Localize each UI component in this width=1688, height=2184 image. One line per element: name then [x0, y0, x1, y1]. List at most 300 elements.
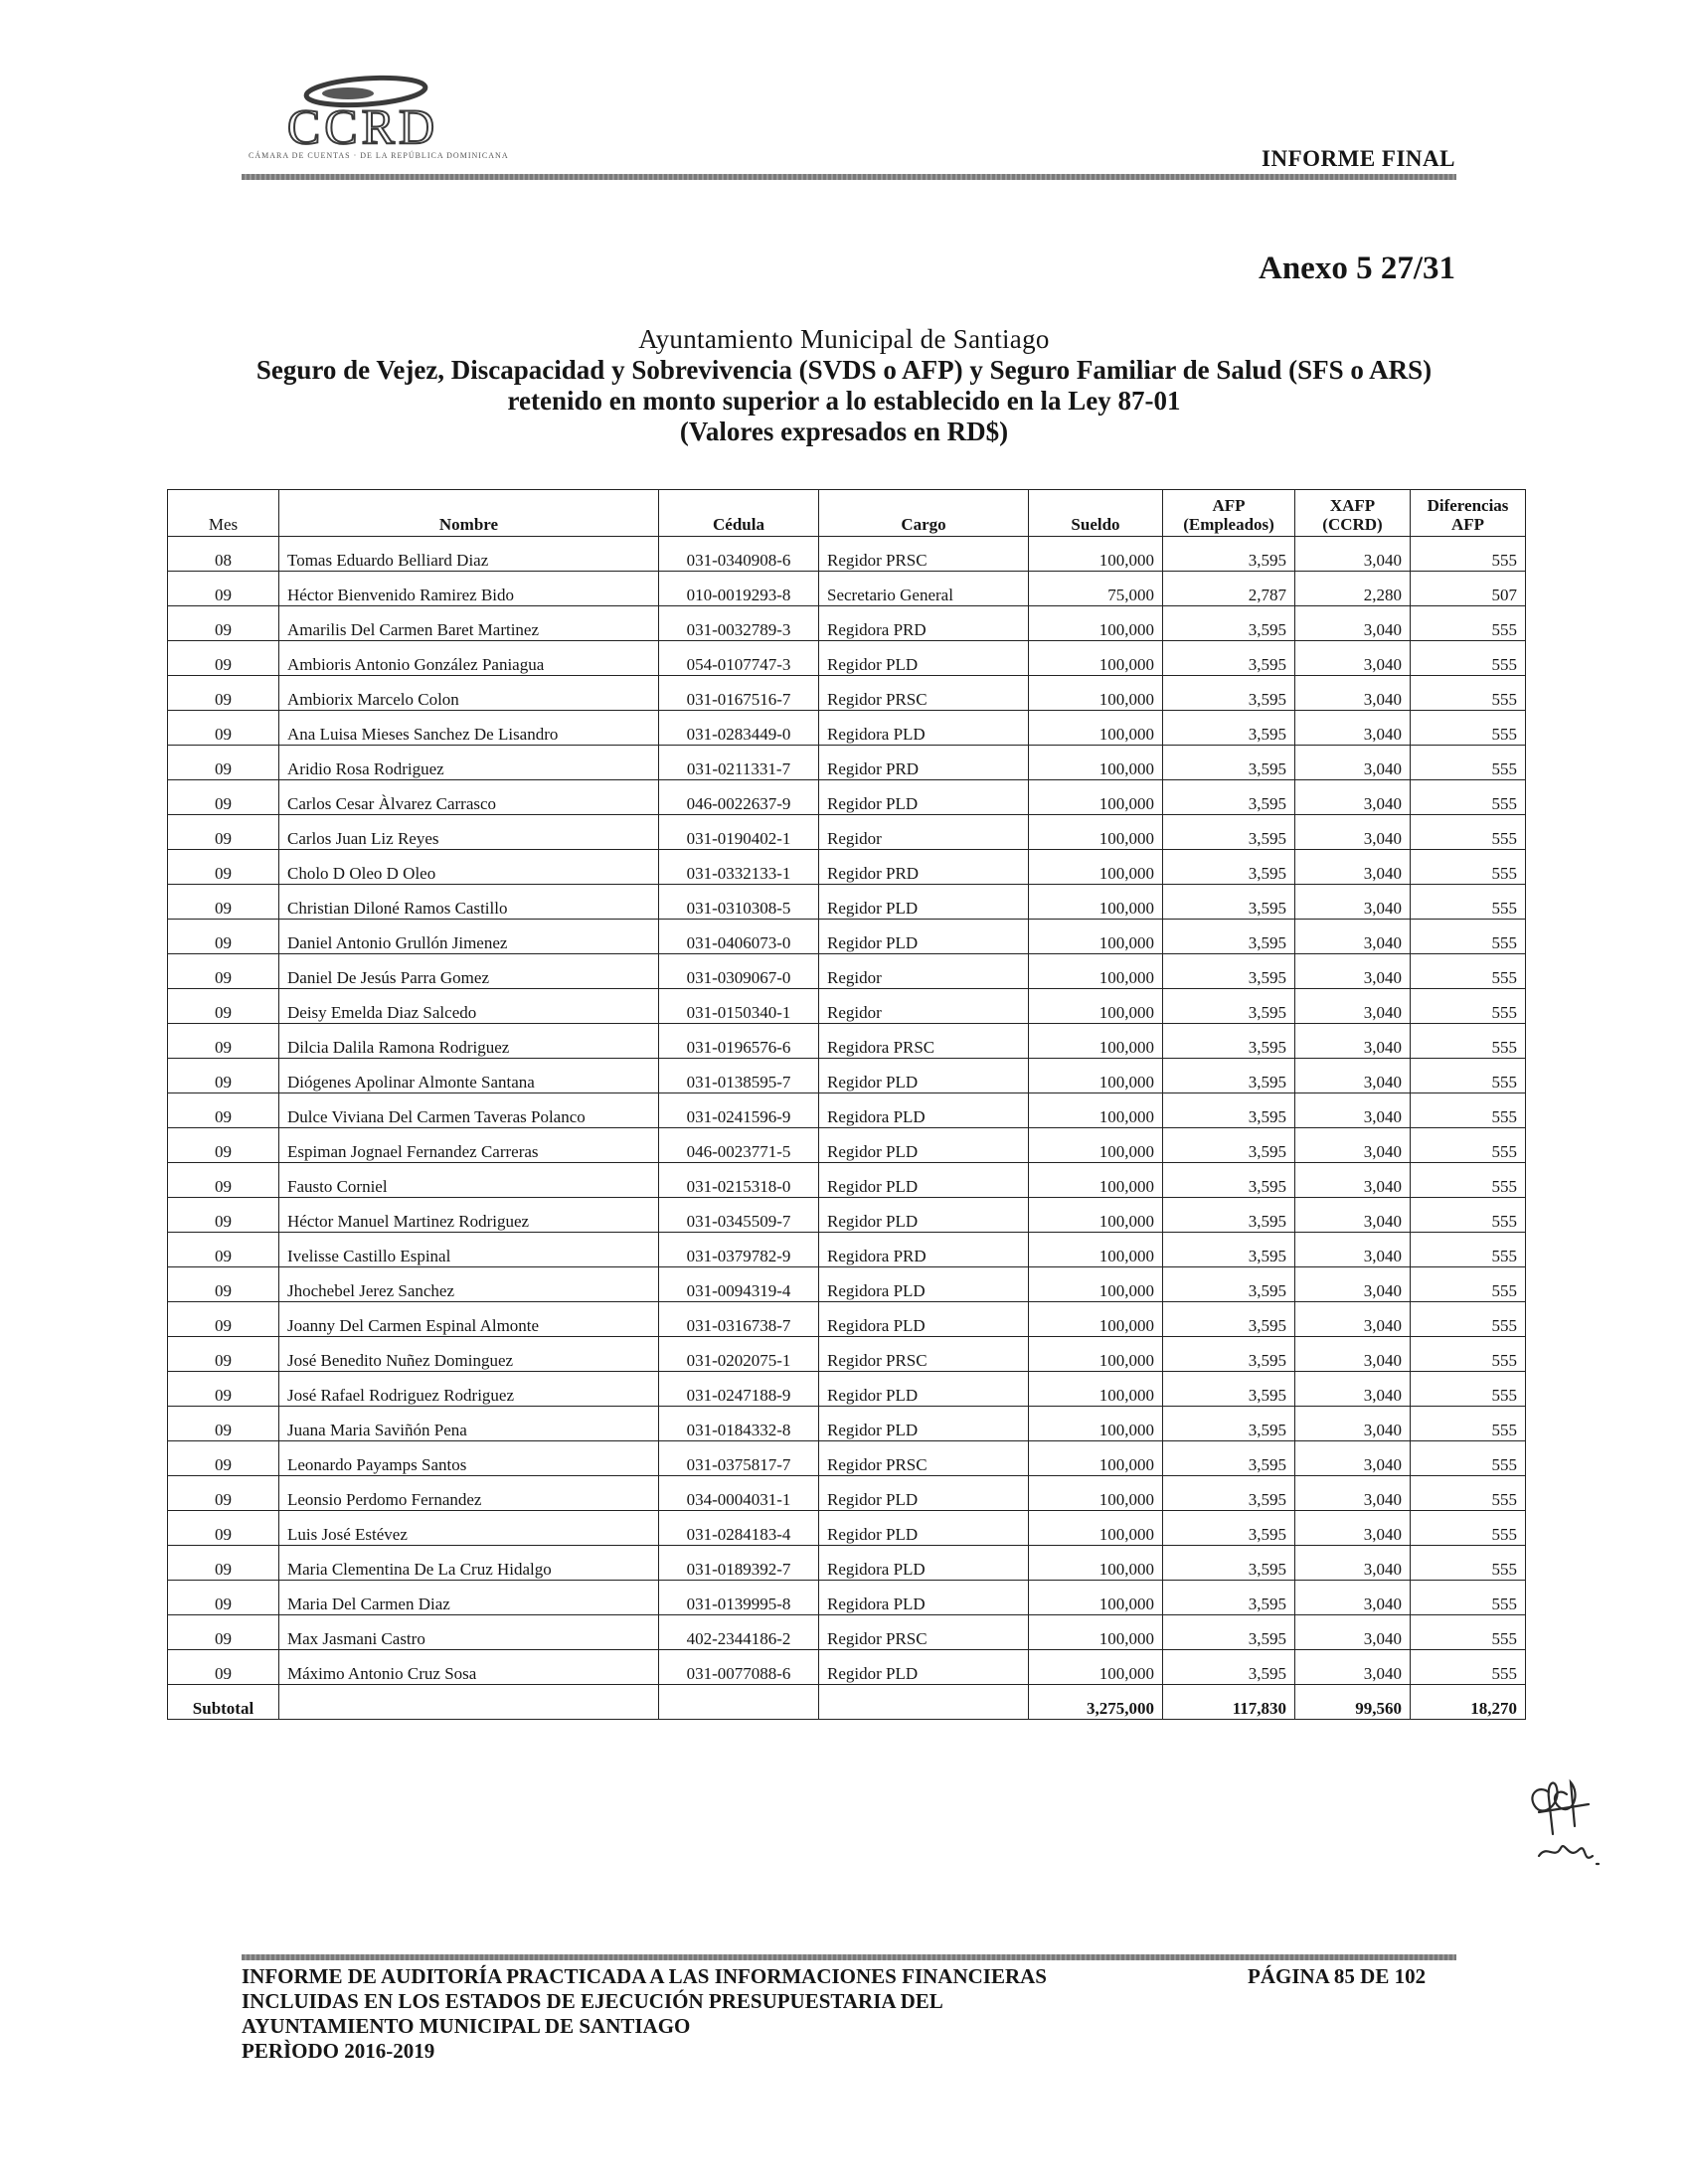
table-row: [168, 1128, 1526, 1163]
cell-diferencias: 555: [1411, 641, 1526, 676]
cell-xafp: 3,040: [1295, 920, 1411, 954]
cell-cedula: 034-0004031-1: [659, 1476, 819, 1511]
cell-cargo: Regidor PLD: [819, 1163, 1029, 1198]
cell-cargo: Regidor PLD: [819, 780, 1029, 815]
cell-cedula: 031-0310308-5: [659, 885, 819, 920]
cell-nombre: Luis José Estévez: [279, 1511, 659, 1546]
col-header-mes: Mes: [168, 490, 279, 537]
cell-xafp: 3,040: [1295, 606, 1411, 641]
table-header-row: [168, 490, 1526, 537]
cell-nombre: Diógenes Apolinar Almonte Santana: [279, 1059, 659, 1093]
cell-xafp: 3,040: [1295, 1407, 1411, 1441]
cell-xafp: 3,040: [1295, 676, 1411, 711]
ccrd-logo-mark: [249, 70, 477, 149]
cell-xafp: 3,040: [1295, 1233, 1411, 1267]
cell-cargo: Regidor PRSC: [819, 1337, 1029, 1372]
cell-nombre: José Benedito Nuñez Dominguez: [279, 1337, 659, 1372]
cell-afp: 3,595: [1163, 1650, 1295, 1685]
cell-diferencias: 555: [1411, 1093, 1526, 1128]
cell-diferencias: 555: [1411, 606, 1526, 641]
subtotal-xafp: 99,560: [1295, 1685, 1411, 1720]
cell-nombre: Max Jasmani Castro: [279, 1615, 659, 1650]
cell-mes: 09: [168, 954, 279, 989]
cell-mes: 09: [168, 850, 279, 885]
subtotal-afp: 117,830: [1163, 1685, 1295, 1720]
cell-sueldo: 100,000: [1029, 1302, 1163, 1337]
cell-xafp: 3,040: [1295, 1128, 1411, 1163]
cell-nombre: Ambiorix Marcelo Colon: [279, 676, 659, 711]
cell-diferencias: 555: [1411, 1163, 1526, 1198]
cell-afp: 3,595: [1163, 954, 1295, 989]
cell-diferencias: 555: [1411, 885, 1526, 920]
cell-afp: 3,595: [1163, 920, 1295, 954]
cell-mes: 09: [168, 1546, 279, 1581]
table-row: [168, 1511, 1526, 1546]
table-row: [168, 850, 1526, 885]
cell-xafp: 3,040: [1295, 1476, 1411, 1511]
cell-diferencias: 555: [1411, 1302, 1526, 1337]
table-row: [168, 676, 1526, 711]
cell-cedula: 031-0406073-0: [659, 920, 819, 954]
cell-nombre: Christian Diloné Ramos Castillo: [279, 885, 659, 920]
table-row: [168, 885, 1526, 920]
cell-afp: 3,595: [1163, 641, 1295, 676]
cell-cedula: 031-0196576-6: [659, 1024, 819, 1059]
cell-mes: 09: [168, 1407, 279, 1441]
cell-sueldo: 100,000: [1029, 1233, 1163, 1267]
cell-sueldo: 100,000: [1029, 815, 1163, 850]
cell-afp: 3,595: [1163, 1546, 1295, 1581]
cell-mes: 09: [168, 1441, 279, 1476]
title-line-3: retenido en monto superior a lo establecido en la Ley 87-01: [507, 386, 1181, 416]
cell-afp: 3,595: [1163, 746, 1295, 780]
cell-mes: 09: [168, 1198, 279, 1233]
cell-cedula: 031-0094319-4: [659, 1267, 819, 1302]
cell-cedula: 031-0202075-1: [659, 1337, 819, 1372]
handwritten-initials: [1509, 1764, 1628, 1884]
cell-cargo: Regidor PRSC: [819, 1615, 1029, 1650]
table-row: [168, 1407, 1526, 1441]
cell-sueldo: 100,000: [1029, 920, 1163, 954]
cell-diferencias: 555: [1411, 746, 1526, 780]
cell-sueldo: 100,000: [1029, 954, 1163, 989]
cell-sueldo: 100,000: [1029, 711, 1163, 746]
col-header-cedula: Cédula: [659, 490, 819, 537]
cell-sueldo: 100,000: [1029, 780, 1163, 815]
cell-mes: 09: [168, 1581, 279, 1615]
cell-cedula: 031-0375817-7: [659, 1441, 819, 1476]
col-header-cargo: Cargo: [819, 490, 1029, 537]
cell-diferencias: 555: [1411, 1198, 1526, 1233]
cell-xafp: 3,040: [1295, 1441, 1411, 1476]
contributions-table: [167, 489, 1526, 1720]
table-row: [168, 1059, 1526, 1093]
footer-line-2: INCLUIDAS EN LOS ESTADOS DE EJECUCIÓN PRESUPUESTARIA DEL: [242, 1989, 943, 2013]
col-header-diferencias: [1411, 490, 1526, 537]
cell-cedula: 031-0138595-7: [659, 1059, 819, 1093]
cell-mes: 09: [168, 1267, 279, 1302]
cell-nombre: Héctor Bienvenido Ramirez Bido: [279, 572, 659, 606]
cell-diferencias: 555: [1411, 1024, 1526, 1059]
cell-cedula: 031-0190402-1: [659, 815, 819, 850]
cell-xafp: 3,040: [1295, 954, 1411, 989]
cell-xafp: 3,040: [1295, 815, 1411, 850]
cell-cargo: Regidor PRD: [819, 850, 1029, 885]
cell-diferencias: 555: [1411, 1233, 1526, 1267]
cell-afp: 3,595: [1163, 711, 1295, 746]
cell-afp: 3,595: [1163, 1581, 1295, 1615]
cell-cedula: 031-0167516-7: [659, 676, 819, 711]
table-row: [168, 1615, 1526, 1650]
cell-nombre: Fausto Corniel: [279, 1163, 659, 1198]
title-line-2: Seguro de Vejez, Discapacidad y Sobrevivencia (SVDS o AFP) y Seguro Familiar de Salud (SFS o ARS): [255, 355, 1433, 385]
cell-afp: 2,787: [1163, 572, 1295, 606]
table-row: [168, 989, 1526, 1024]
cell-xafp: 3,040: [1295, 1337, 1411, 1372]
logo-subtitle: CÁMARA DE CUENTAS · DE LA REPÚBLICA DOMINICANA: [249, 151, 509, 160]
cell-cargo: Secretario General: [819, 572, 1029, 606]
cell-xafp: 3,040: [1295, 641, 1411, 676]
cell-xafp: 3,040: [1295, 1163, 1411, 1198]
cell-afp: 3,595: [1163, 1198, 1295, 1233]
cell-cedula: 031-0340908-6: [659, 537, 819, 572]
table-row: [168, 711, 1526, 746]
cell-sueldo: 100,000: [1029, 641, 1163, 676]
cell-sueldo: 100,000: [1029, 1337, 1163, 1372]
cell-diferencias: 555: [1411, 1267, 1526, 1302]
cell-nombre: Espiman Jognael Fernandez Carreras: [279, 1128, 659, 1163]
cell-cedula: 046-0023771-5: [659, 1128, 819, 1163]
cell-cargo: Regidor PRSC: [819, 537, 1029, 572]
cell-cedula: 031-0184332-8: [659, 1407, 819, 1441]
table-row: [168, 1372, 1526, 1407]
col-header-afp: [1163, 490, 1295, 537]
cell-mes: 09: [168, 815, 279, 850]
cell-mes: 09: [168, 711, 279, 746]
cell-nombre: Deisy Emelda Diaz Salcedo: [279, 989, 659, 1024]
table-row: [168, 1198, 1526, 1233]
cell-sueldo: 100,000: [1029, 1476, 1163, 1511]
table-row: [168, 1650, 1526, 1685]
cell-mes: 09: [168, 780, 279, 815]
cell-cedula: 031-0077088-6: [659, 1650, 819, 1685]
cell-cargo: Regidor PLD: [819, 1511, 1029, 1546]
cell-mes: 09: [168, 1024, 279, 1059]
cell-afp: 3,595: [1163, 815, 1295, 850]
cell-nombre: Carlos Juan Liz Reyes: [279, 815, 659, 850]
table-row: [168, 780, 1526, 815]
footer-line-1: INFORME DE AUDITORÍA PRACTICADA A LAS INFORMACIONES FINANCIERAS: [242, 1964, 1047, 1988]
cell-mes: 09: [168, 1476, 279, 1511]
cell-cargo: Regidora PLD: [819, 711, 1029, 746]
cell-cedula: 031-0215318-0: [659, 1163, 819, 1198]
cell-xafp: 3,040: [1295, 1372, 1411, 1407]
cell-afp: 3,595: [1163, 1163, 1295, 1198]
cell-mes: 09: [168, 1233, 279, 1267]
cell-cargo: Regidor PRSC: [819, 1441, 1029, 1476]
table-row: [168, 641, 1526, 676]
cell-diferencias: 555: [1411, 1546, 1526, 1581]
ccrd-logo: [249, 70, 509, 169]
cell-cargo: Regidor: [819, 815, 1029, 850]
cell-cedula: 031-0332133-1: [659, 850, 819, 885]
subtotal-label: Subtotal: [168, 1685, 279, 1720]
cell-sueldo: 100,000: [1029, 1650, 1163, 1685]
cell-afp: 3,595: [1163, 1615, 1295, 1650]
cell-cargo: Regidora PRSC: [819, 1024, 1029, 1059]
cell-nombre: Dulce Viviana Del Carmen Taveras Polanco: [279, 1093, 659, 1128]
cell-cargo: Regidora PLD: [819, 1093, 1029, 1128]
cell-mes: 09: [168, 606, 279, 641]
cell-sueldo: 100,000: [1029, 989, 1163, 1024]
cell-nombre: Joanny Del Carmen Espinal Almonte: [279, 1302, 659, 1337]
cell-afp: 3,595: [1163, 606, 1295, 641]
cell-diferencias: 555: [1411, 1441, 1526, 1476]
footer-report-info: [242, 1964, 1047, 2064]
subtotal-diferencias: 18,270: [1411, 1685, 1526, 1720]
cell-cedula: 031-0139995-8: [659, 1581, 819, 1615]
footer-line-3: AYUNTAMIENTO MUNICIPAL DE SANTIAGO: [242, 2014, 691, 2038]
cell-sueldo: 100,000: [1029, 1059, 1163, 1093]
table-row: [168, 537, 1526, 572]
cell-sueldo: 100,000: [1029, 885, 1163, 920]
col-header-xafp: [1295, 490, 1411, 537]
cell-mes: 09: [168, 1650, 279, 1685]
table-row: [168, 815, 1526, 850]
cell-sueldo: 100,000: [1029, 1163, 1163, 1198]
cell-cargo: Regidor: [819, 954, 1029, 989]
cell-cargo: Regidora PLD: [819, 1302, 1029, 1337]
cell-diferencias: 555: [1411, 1615, 1526, 1650]
cell-afp: 3,595: [1163, 1233, 1295, 1267]
col-header-xafp-line2: (CCRD): [1322, 515, 1383, 534]
cell-nombre: Juana Maria Saviñón Pena: [279, 1407, 659, 1441]
cell-diferencias: 555: [1411, 989, 1526, 1024]
cell-diferencias: 555: [1411, 1337, 1526, 1372]
cell-nombre: Maria Del Carmen Diaz: [279, 1581, 659, 1615]
subtotal-empty-cell: [659, 1685, 819, 1720]
table-row: [168, 954, 1526, 989]
cell-diferencias: 555: [1411, 815, 1526, 850]
cell-afp: 3,595: [1163, 1511, 1295, 1546]
cell-nombre: Héctor Manuel Martinez Rodriguez: [279, 1198, 659, 1233]
table-row: [168, 606, 1526, 641]
cell-xafp: 3,040: [1295, 1546, 1411, 1581]
cell-nombre: Tomas Eduardo Belliard Diaz: [279, 537, 659, 572]
cell-mes: 09: [168, 1337, 279, 1372]
cell-mes: 09: [168, 1093, 279, 1128]
cell-mes: 09: [168, 1615, 279, 1650]
cell-mes: 08: [168, 537, 279, 572]
cell-diferencias: 507: [1411, 572, 1526, 606]
table-row: [168, 1302, 1526, 1337]
cell-cargo: Regidor PRSC: [819, 676, 1029, 711]
cell-sueldo: 100,000: [1029, 1024, 1163, 1059]
subtotal-empty-cell: [279, 1685, 659, 1720]
cell-nombre: Daniel Antonio Grullón Jimenez: [279, 920, 659, 954]
cell-xafp: 3,040: [1295, 885, 1411, 920]
col-header-xafp-line1: XAFP: [1329, 496, 1376, 515]
cell-cargo: Regidor PLD: [819, 1476, 1029, 1511]
table-body: [168, 537, 1526, 1685]
cell-xafp: 3,040: [1295, 1302, 1411, 1337]
cell-sueldo: 100,000: [1029, 850, 1163, 885]
cell-afp: 3,595: [1163, 989, 1295, 1024]
cell-nombre: Leonardo Payamps Santos: [279, 1441, 659, 1476]
table-row: [168, 1581, 1526, 1615]
cell-cargo: Regidor PLD: [819, 1407, 1029, 1441]
cell-sueldo: 100,000: [1029, 676, 1163, 711]
cell-diferencias: 555: [1411, 920, 1526, 954]
cell-nombre: Dilcia Dalila Ramona Rodriguez: [279, 1024, 659, 1059]
table-row: [168, 1337, 1526, 1372]
cell-afp: 3,595: [1163, 1024, 1295, 1059]
table-row: [168, 1233, 1526, 1267]
cell-nombre: Ana Luisa Mieses Sanchez De Lisandro: [279, 711, 659, 746]
cell-cargo: Regidora PLD: [819, 1546, 1029, 1581]
table-row: [168, 1546, 1526, 1581]
cell-cargo: Regidora PLD: [819, 1581, 1029, 1615]
cell-diferencias: 555: [1411, 780, 1526, 815]
cell-sueldo: 100,000: [1029, 1128, 1163, 1163]
cell-mes: 09: [168, 1511, 279, 1546]
cell-xafp: 2,280: [1295, 572, 1411, 606]
cell-sueldo: 100,000: [1029, 1093, 1163, 1128]
cell-cargo: Regidor PLD: [819, 920, 1029, 954]
cell-mes: 09: [168, 1302, 279, 1337]
cell-cedula: 031-0150340-1: [659, 989, 819, 1024]
table-row: [168, 920, 1526, 954]
cell-cedula: 031-0316738-7: [659, 1302, 819, 1337]
cell-mes: 09: [168, 746, 279, 780]
cell-diferencias: 555: [1411, 537, 1526, 572]
cell-xafp: 3,040: [1295, 1615, 1411, 1650]
col-header-afp-line2: (Empleados): [1183, 515, 1274, 534]
cell-nombre: Ambioris Antonio González Paniagua: [279, 641, 659, 676]
footer-rule: [242, 1954, 1456, 1960]
cell-mes: 09: [168, 1059, 279, 1093]
table-row: [168, 1024, 1526, 1059]
cell-mes: 09: [168, 1163, 279, 1198]
cell-xafp: 3,040: [1295, 1267, 1411, 1302]
header-rule: [242, 174, 1456, 180]
cell-cedula: 031-0211331-7: [659, 746, 819, 780]
cell-nombre: Leonsio Perdomo Fernandez: [279, 1476, 659, 1511]
cell-cargo: Regidor: [819, 989, 1029, 1024]
cell-sueldo: 100,000: [1029, 537, 1163, 572]
cell-mes: 09: [168, 572, 279, 606]
cell-cargo: Regidor PLD: [819, 1372, 1029, 1407]
cell-xafp: 3,040: [1295, 1511, 1411, 1546]
col-header-nombre: Nombre: [279, 490, 659, 537]
cell-sueldo: 75,000: [1029, 572, 1163, 606]
cell-afp: 3,595: [1163, 1372, 1295, 1407]
subtotal-row: [168, 1685, 1526, 1720]
cell-xafp: 3,040: [1295, 711, 1411, 746]
cell-sueldo: 100,000: [1029, 1198, 1163, 1233]
cell-cargo: Regidor PLD: [819, 1128, 1029, 1163]
cell-cedula: 031-0284183-4: [659, 1511, 819, 1546]
cell-xafp: 3,040: [1295, 1093, 1411, 1128]
table-row: [168, 1476, 1526, 1511]
cell-afp: 3,595: [1163, 1128, 1295, 1163]
cell-afp: 3,595: [1163, 1093, 1295, 1128]
cell-xafp: 3,040: [1295, 850, 1411, 885]
cell-sueldo: 100,000: [1029, 1372, 1163, 1407]
cell-nombre: Carlos Cesar Àlvarez Carrasco: [279, 780, 659, 815]
cell-sueldo: 100,000: [1029, 1267, 1163, 1302]
col-header-dif-line1: Diferencias: [1427, 496, 1509, 515]
cell-diferencias: 555: [1411, 1128, 1526, 1163]
cell-afp: 3,595: [1163, 1059, 1295, 1093]
subtotal-empty-cell: [819, 1685, 1029, 1720]
table-row: [168, 1093, 1526, 1128]
cell-diferencias: 555: [1411, 850, 1526, 885]
cell-sueldo: 100,000: [1029, 1546, 1163, 1581]
cell-cargo: Regidor PLD: [819, 641, 1029, 676]
cell-cedula: 031-0345509-7: [659, 1198, 819, 1233]
cell-cedula: 031-0379782-9: [659, 1233, 819, 1267]
cell-cargo: Regidora PLD: [819, 1267, 1029, 1302]
cell-mes: 09: [168, 885, 279, 920]
col-header-dif-line2: AFP: [1450, 515, 1485, 534]
cell-cedula: 010-0019293-8: [659, 572, 819, 606]
cell-afp: 3,595: [1163, 676, 1295, 711]
cell-afp: 3,595: [1163, 1302, 1295, 1337]
cell-nombre: Cholo D Oleo D Oleo: [279, 850, 659, 885]
cell-cargo: Regidor PLD: [819, 885, 1029, 920]
cell-nombre: Daniel De Jesús Parra Gomez: [279, 954, 659, 989]
table-row: [168, 1441, 1526, 1476]
table-row: [168, 1267, 1526, 1302]
cell-xafp: 3,040: [1295, 1024, 1411, 1059]
cell-mes: 09: [168, 676, 279, 711]
annex-label: Anexo 5 27/31: [1259, 251, 1455, 286]
cell-cedula: 046-0022637-9: [659, 780, 819, 815]
cell-afp: 3,595: [1163, 885, 1295, 920]
cell-nombre: Máximo Antonio Cruz Sosa: [279, 1650, 659, 1685]
cell-afp: 3,595: [1163, 780, 1295, 815]
cell-sueldo: 100,000: [1029, 1615, 1163, 1650]
cell-diferencias: 555: [1411, 1059, 1526, 1093]
cell-cargo: Regidor PLD: [819, 1059, 1029, 1093]
cell-sueldo: 100,000: [1029, 1581, 1163, 1615]
logo-text: CCRD: [286, 98, 439, 149]
cell-afp: 3,595: [1163, 1407, 1295, 1441]
cell-cargo: Regidora PRD: [819, 1233, 1029, 1267]
cell-diferencias: 555: [1411, 1372, 1526, 1407]
cell-xafp: 3,040: [1295, 1581, 1411, 1615]
title-line-1: Ayuntamiento Municipal de Santiago: [638, 324, 1050, 354]
report-label: INFORME FINAL: [1262, 146, 1455, 171]
cell-cargo: Regidora PRD: [819, 606, 1029, 641]
cell-mes: 09: [168, 1372, 279, 1407]
cell-xafp: 3,040: [1295, 746, 1411, 780]
cell-cargo: Regidor PLD: [819, 1650, 1029, 1685]
cell-nombre: Maria Clementina De La Cruz Hidalgo: [279, 1546, 659, 1581]
cell-xafp: 3,040: [1295, 780, 1411, 815]
cell-cedula: 031-0032789-3: [659, 606, 819, 641]
title-line-4: (Valores expresados en RD$): [679, 417, 1009, 446]
cell-sueldo: 100,000: [1029, 1441, 1163, 1476]
cell-cedula: 031-0247188-9: [659, 1372, 819, 1407]
cell-cedula: 054-0107747-3: [659, 641, 819, 676]
cell-cedula: 031-0189392-7: [659, 1546, 819, 1581]
cell-nombre: José Rafael Rodriguez Rodriguez: [279, 1372, 659, 1407]
cell-nombre: Amarilis Del Carmen Baret Martinez: [279, 606, 659, 641]
cell-xafp: 3,040: [1295, 1059, 1411, 1093]
cell-cargo: Regidor PLD: [819, 1198, 1029, 1233]
